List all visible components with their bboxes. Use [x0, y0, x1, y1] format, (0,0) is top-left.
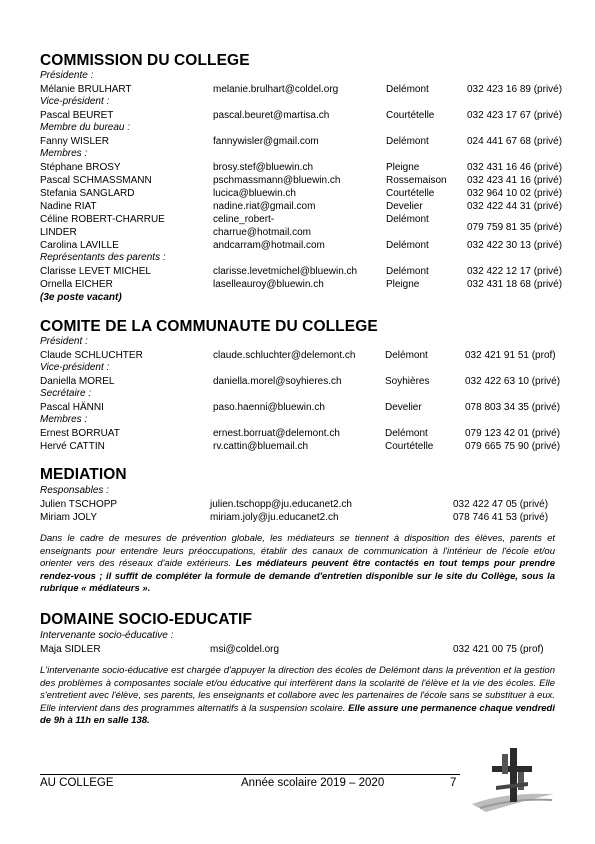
contact-phone: 032 423 41 16 (privé) [467, 175, 563, 186]
contact-email[interactable]: nadine.riat@gmail.com [213, 201, 316, 212]
contact-name: Pascal SCHMASSMANN [40, 175, 152, 186]
contact-email[interactable]: laselleauroy@bluewin.ch [213, 279, 324, 290]
contact-phone: 079 123 42 01 (privé) [465, 428, 561, 439]
contact-row [40, 511, 580, 524]
contact-name: Pascal BEURET [40, 110, 114, 121]
contact-email[interactable]: brosy.stef@bluewin.ch [213, 162, 314, 173]
contact-row [40, 83, 580, 96]
contact-phone: 032 421 00 75 (prof) [453, 644, 544, 655]
contact-name: Ernest BORRUAT [40, 428, 120, 439]
contact-phone: 032 964 10 02 (privé) [467, 188, 563, 199]
role-label: Vice-président : [40, 362, 110, 373]
contact-email[interactable]: lucica@bluewin.ch [213, 188, 296, 199]
section-title-mediation: MEDIATION [40, 466, 127, 483]
contact-email[interactable]: miriam.joly@ju.educanet2.ch [210, 512, 339, 523]
socio-paragraph-bold: Elle assure une permanence chaque vendredi de 9h à 11h en salle 138. [40, 702, 555, 727]
contact-email[interactable]: julien.tschopp@ju.educanet2.ch [210, 499, 352, 510]
contact-name-cont: LINDER [40, 227, 77, 238]
contact-phone: 078 803 34 35 (privé) [465, 402, 561, 413]
contact-row [40, 401, 580, 414]
role-label: Intervenante socio-éducative : [40, 630, 174, 641]
contact-row [40, 643, 580, 656]
socio-paragraph-text: L'intervenante socio-éducative est chargée d'appuyer la direction des écoles de Delémont dans la prévention et la gestion des problèmes à composantes sociale et/ou éducative qui interfèrent dans la scolarité de l'élève et la vie des écoles. Elle s'entretient avec l'élève, ses parents, les enseignants et collabore avec les partenaires de l'école sans se substituer à eux. Elle intervient dans des programmes alternatifs à la suspension scolaire. [40, 665, 555, 714]
contact-city: Delémont [386, 214, 429, 225]
mediation-paragraph-bold: Les médiateurs peuvent être contactés en tout temps pour prendre rendez-vous ; il suffit de compléter la formule de demande d'entretien disponible sur le site du Collège, sous la rubrique « médiateurs ». [40, 558, 555, 595]
contact-name: Mélanie BRULHART [40, 84, 132, 95]
contact-name: Nadine RIAT [40, 201, 97, 212]
section-title-comite: COMITE DE LA COMMUNAUTE DU COLLEGE [40, 318, 378, 335]
contact-phone: 032 422 44 31 (privé) [467, 201, 563, 212]
role-label: Présidente : [40, 70, 94, 81]
contact-city: Pleigne [386, 279, 420, 290]
contact-phone: 079 665 75 90 (privé) [465, 441, 561, 452]
contact-email[interactable]: andcarram@hotmail.com [213, 240, 325, 251]
contact-email[interactable]: pschmassmann@bluewin.ch [213, 175, 341, 186]
contact-city: Courtételle [385, 441, 434, 452]
contact-name: Clarisse LEVET MICHEL [40, 266, 151, 277]
contact-row [40, 200, 580, 213]
contact-name: Miriam JOLY [40, 512, 98, 523]
contact-city: Pleigne [386, 162, 420, 173]
mediation-paragraph [40, 533, 555, 596]
contact-row [40, 239, 580, 252]
mediation-paragraph-text: Dans le cadre de mesures de prévention globale, les médiateurs se tiennent à disposition des élèves, parents et enseignants pour entendre leurs préoccupations, établir des canaux de communication à l'intérieur de l'école et/ou orienter vers des réseaux d'aide extérieurs. [40, 533, 555, 570]
contact-name: Daniella MOREL [40, 376, 115, 387]
contact-phone: 032 422 30 13 (privé) [467, 240, 563, 251]
contact-row [40, 375, 580, 388]
role-label: Responsables : [40, 485, 109, 496]
contact-email[interactable]: ernest.borruat@delemont.ch [213, 428, 340, 439]
contact-phone: 032 431 18 68 (privé) [467, 279, 563, 290]
role-label: Membres : [40, 148, 88, 159]
role-label: Secrétaire : [40, 388, 92, 399]
contact-phone: 024 441 67 68 (privé) [467, 136, 563, 147]
contact-row [40, 349, 580, 362]
contact-phone: 032 431 16 46 (privé) [467, 162, 563, 173]
contact-city: Delémont [386, 240, 429, 251]
contact-name: Fanny WISLER [40, 136, 109, 147]
contact-email[interactable]: melanie.brulhart@coldel.org [213, 84, 339, 95]
contact-name: Ornella EICHER [40, 279, 113, 290]
contact-email[interactable]: celine_robert- [213, 214, 275, 225]
contact-email[interactable]: pascal.beuret@martisa.ch [213, 110, 330, 121]
contact-row [40, 135, 580, 148]
contact-phone: 078 746 41 53 (privé) [453, 512, 549, 523]
contact-row [40, 187, 580, 200]
contact-city: Delémont [385, 428, 428, 439]
contact-row [40, 265, 580, 278]
contact-name: Julien TSCHOPP [40, 499, 118, 510]
role-label: Membre du bureau : [40, 122, 131, 133]
contact-phone: 032 422 47 05 (privé) [453, 499, 549, 510]
socio-paragraph [40, 665, 555, 728]
contact-email[interactable]: paso.haenni@bluewin.ch [213, 402, 325, 413]
contact-city: Delémont [386, 136, 429, 147]
contact-city: Delémont [386, 84, 429, 95]
section-title-socio: DOMAINE SOCIO-EDUCATIF [40, 611, 253, 628]
footer-divider [40, 774, 460, 775]
contact-name: Stefania SANGLARD [40, 188, 135, 199]
section-title-commission: COMMISSION DU COLLEGE [40, 52, 250, 69]
role-label: Vice-président : [40, 96, 110, 107]
contact-email[interactable]: clarisse.levetmichel@bluewin.ch [213, 266, 358, 277]
contact-email[interactable]: rv.cattin@bluemail.ch [213, 441, 308, 452]
contact-phone: 032 421 91 51 (prof) [465, 350, 556, 361]
contact-phone: 032 423 16 89 (privé) [467, 84, 563, 95]
contact-email[interactable]: msi@coldel.org [210, 644, 280, 655]
contact-row [40, 278, 580, 291]
role-label: Représentants des parents : [40, 252, 166, 263]
vacant-note: (3e poste vacant) [40, 292, 122, 303]
contact-city: Rossemaison [386, 175, 447, 186]
footer-school-year: Année scolaire 2019 – 2020 [241, 777, 385, 789]
contact-name: Hervé CATTIN [40, 441, 105, 452]
contact-name: Stéphane BROSY [40, 162, 121, 173]
contact-city: Delémont [385, 350, 428, 361]
contact-email[interactable]: fannywisler@gmail.com [213, 136, 319, 147]
contact-email[interactable]: daniella.morel@soyhieres.ch [213, 376, 342, 387]
footer-page-number: 7 [450, 777, 457, 789]
footer-title: AU COLLEGE [40, 777, 114, 789]
contact-city: Courtételle [386, 188, 435, 199]
contact-name: Pascal HÄNNI [40, 402, 104, 413]
role-label: Président : [40, 336, 88, 347]
contact-phone: 032 422 63 10 (privé) [465, 376, 561, 387]
contact-name: Carolina LAVILLE [40, 240, 119, 251]
contact-row [40, 109, 580, 122]
role-label: Membres : [40, 414, 88, 425]
contact-row [40, 161, 580, 174]
contact-city: Courtételle [386, 110, 435, 121]
contact-row [40, 498, 580, 511]
contact-email-cont[interactable]: charrue@hotmail.com [213, 227, 311, 238]
contact-phone: 032 422 12 17 (privé) [467, 266, 563, 277]
contact-row [40, 213, 580, 239]
contact-phone: 032 423 17 67 (privé) [467, 110, 563, 121]
contact-phone: 079 759 81 35 (privé) [467, 222, 563, 233]
college-logo-icon [466, 742, 558, 816]
contact-name: Céline ROBERT-CHARRUE [40, 214, 165, 225]
contact-name: Maja SIDLER [40, 644, 101, 655]
contact-row [40, 427, 580, 440]
contact-city: Delémont [386, 266, 429, 277]
contact-city: Soyhières [385, 376, 430, 387]
page-footer [40, 777, 460, 793]
contact-name: Claude SCHLUCHTER [40, 350, 143, 361]
contact-row [40, 174, 580, 187]
contact-email[interactable]: claude.schluchter@delemont.ch [213, 350, 356, 361]
contact-city: Develier [385, 402, 422, 413]
contact-row [40, 440, 580, 453]
contact-city: Develier [386, 201, 423, 212]
